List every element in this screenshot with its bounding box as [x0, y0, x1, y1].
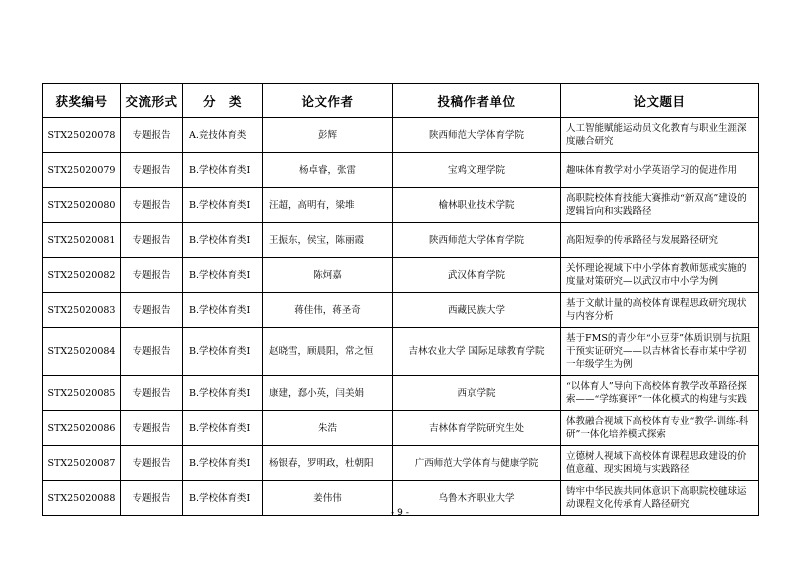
format-cell: 专题报告 — [121, 481, 183, 516]
title-cell: 高职院校体育技能大赛推动“新双高”建设的逻辑旨向和实践路径 — [561, 188, 759, 223]
header-authors: 论文作者 — [263, 84, 393, 118]
authors-cell: 王振东，侯宝，陈丽霞 — [263, 223, 393, 258]
table-header — [43, 84, 759, 118]
authors-cell: 彭辉 — [263, 118, 393, 153]
table-row — [43, 376, 759, 411]
page-number: - 9 - — [391, 508, 409, 518]
category-cell: B.学校体育类Ⅰ — [183, 328, 263, 376]
unit-cell: 西藏民族大学 — [393, 293, 561, 328]
authors-cell: 姜伟伟 — [263, 481, 393, 516]
format-cell: 专题报告 — [121, 118, 183, 153]
format-cell: 专题报告 — [121, 411, 183, 446]
category-cell: B.学校体育类Ⅰ — [183, 223, 263, 258]
unit-cell: 陕西师范大学体育学院 — [393, 223, 561, 258]
title-cell: 趣味体育教学对小学英语学习的促进作用 — [561, 153, 759, 188]
award-id-cell: STX25020085 — [43, 376, 121, 411]
unit-cell: 乌鲁木齐职业大学 — [393, 481, 561, 516]
authors-cell: 蒋佳伟，蒋圣奇 — [263, 293, 393, 328]
format-cell: 专题报告 — [121, 446, 183, 481]
category-cell: B.学校体育类Ⅰ — [183, 188, 263, 223]
title-cell: 人工智能赋能运动员文化教育与职业生涯深度融合研究 — [561, 118, 759, 153]
header-award-id: 获奖编号 — [43, 84, 121, 118]
unit-cell: 西京学院 — [393, 376, 561, 411]
table-row — [43, 188, 759, 223]
table-body — [43, 118, 759, 516]
authors-cell: 杨卓睿，张雷 — [263, 153, 393, 188]
unit-cell: 武汉体育学院 — [393, 258, 561, 293]
table-row — [43, 118, 759, 153]
table-row — [43, 293, 759, 328]
authors-cell: 康建，郄小英，闫美娟 — [263, 376, 393, 411]
format-cell: 专题报告 — [121, 376, 183, 411]
table-row — [43, 328, 759, 376]
category-cell: B.学校体育类Ⅰ — [183, 153, 263, 188]
unit-cell: 吉林农业大学 国际足球教育学院 — [393, 328, 561, 376]
category-cell: B.学校体育类Ⅰ — [183, 411, 263, 446]
header-row — [43, 84, 759, 118]
category-cell: B.学校体育类Ⅰ — [183, 376, 263, 411]
category-cell: A.竞技体育类 — [183, 118, 263, 153]
unit-cell: 吉林体育学院研究生处 — [393, 411, 561, 446]
format-cell: 专题报告 — [121, 293, 183, 328]
unit-cell: 榆林职业技术学院 — [393, 188, 561, 223]
table-row — [43, 153, 759, 188]
title-cell: 基于FMS的青少年“小豆芽”体质识别与抗阻干预实证研究——以吉林省长春市某中学初一年级学生为例 — [561, 328, 759, 376]
authors-cell: 朱浩 — [263, 411, 393, 446]
header-category: 分 类 — [183, 84, 263, 118]
header-title: 论文题目 — [561, 84, 759, 118]
format-cell: 专题报告 — [121, 223, 183, 258]
title-cell: “以体育人”导向下高校体育教学改革路径探索——“学练赛评”一体化模式的构建与实践 — [561, 376, 759, 411]
award-id-cell: STX25020084 — [43, 328, 121, 376]
award-id-cell: STX25020081 — [43, 223, 121, 258]
category-cell: B.学校体育类Ⅰ — [183, 481, 263, 516]
award-id-cell: STX25020086 — [43, 411, 121, 446]
category-cell: B.学校体育类Ⅰ — [183, 446, 263, 481]
table-row — [43, 258, 759, 293]
title-cell: 关怀理论视域下中小学体育教师惩戒实施的度量对策研究—以武汉市中小学为例 — [561, 258, 759, 293]
award-id-cell: STX25020080 — [43, 188, 121, 223]
format-cell: 专题报告 — [121, 153, 183, 188]
title-cell: 高阳短拳的传承路径与发展路径研究 — [561, 223, 759, 258]
unit-cell: 宝鸡文理学院 — [393, 153, 561, 188]
format-cell: 专题报告 — [121, 328, 183, 376]
format-cell: 专题报告 — [121, 258, 183, 293]
award-id-cell: STX25020087 — [43, 446, 121, 481]
category-cell: B.学校体育类Ⅰ — [183, 293, 263, 328]
header-format: 交流形式 — [121, 84, 183, 118]
title-cell: 立德树人视域下高校体育课程思政建设的价值意蕴、现实困境与实践路径 — [561, 446, 759, 481]
title-cell: 基于文献计量的高校体育课程思政研究现状与内容分析 — [561, 293, 759, 328]
title-cell: 体教融合视域下高校体育专业“教学-训练-科研”一体化培养模式探索 — [561, 411, 759, 446]
title-cell: 铸牢中华民族共同体意识下高职院校毽球运动课程文化传承育人路径研究 — [561, 481, 759, 516]
category-cell: B.学校体育类Ⅰ — [183, 258, 263, 293]
award-id-cell: STX25020078 — [43, 118, 121, 153]
authors-cell: 杨银春，罗明政，杜朝阳 — [263, 446, 393, 481]
unit-cell: 陕西师范大学体育学院 — [393, 118, 561, 153]
authors-cell: 陈炣嘉 — [263, 258, 393, 293]
award-id-cell: STX25020088 — [43, 481, 121, 516]
authors-cell: 汪超，高明有，梁堆 — [263, 188, 393, 223]
header-unit: 投稿作者单位 — [393, 84, 561, 118]
unit-cell: 广西师范大学体育与健康学院 — [393, 446, 561, 481]
format-cell: 专题报告 — [121, 188, 183, 223]
table-row — [43, 223, 759, 258]
award-id-cell: STX25020079 — [43, 153, 121, 188]
award-id-cell: STX25020082 — [43, 258, 121, 293]
authors-cell: 赵晓雪，顾晨阳，常之恒 — [263, 328, 393, 376]
table-row — [43, 411, 759, 446]
award-table — [42, 83, 759, 516]
award-id-cell: STX25020083 — [43, 293, 121, 328]
table-row — [43, 446, 759, 481]
